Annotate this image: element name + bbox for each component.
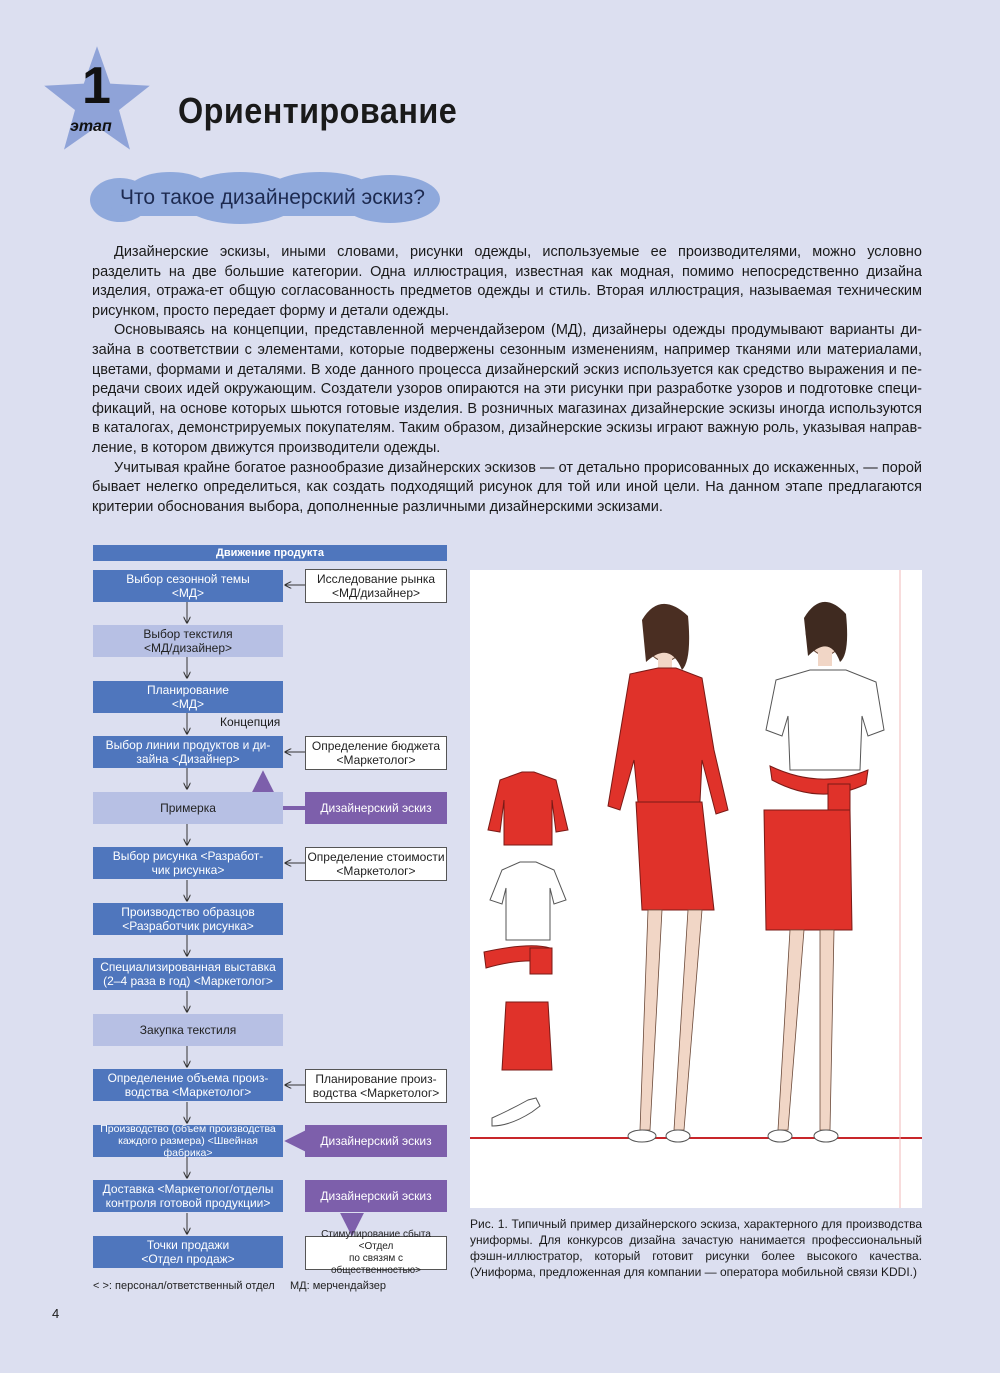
- concept-label: Концепция: [220, 715, 281, 729]
- flow-side-box: Исследование рынка <МД/дизайнер>: [305, 569, 447, 603]
- flow-side-box: Планирование произ- водства <Маркетолог>: [305, 1069, 447, 1103]
- stage-number: 1: [82, 57, 111, 115]
- design-sketch-box: Дизайнерский эскиз: [305, 1180, 447, 1212]
- uniform-illustration: [470, 570, 922, 1208]
- flow-step: Производство образцов <Разработчик рисунка>: [93, 903, 283, 935]
- design-sketch-box: Дизайнерский эскиз: [305, 792, 447, 824]
- flow-header: Движение продукта: [93, 545, 447, 561]
- paragraph: Учитывая крайне богатое разнообразие дизайнерских эскизов — от детально прорисованных до искаженных, — порой бывает нелегко определиться, как создать подходящий рисунок для той или иной цели. На данном этапе предлагаются критерии обоснования выбора, дополненные различными дизайнерскими эскизами.: [92, 459, 922, 515]
- flow-step: Специализированная выставка (2–4 раза в год) <Маркетолог>: [93, 958, 283, 990]
- flow-step: Выбор рисунка <Разработ- чик рисунка>: [93, 847, 283, 879]
- flow-legend: < >: персонал/ответственный отдел МД: мерчендайзер: [93, 1280, 387, 1292]
- flow-step: Закупка текстиля: [93, 1014, 283, 1046]
- page-number: 4: [52, 1306, 60, 1321]
- flow-step: Выбор текстиля <МД/дизайнер>: [93, 625, 283, 657]
- paragraph: Дизайнерские эскизы, иными словами, рисунки одежды, используемые ее производителями, можно условно разделить на две большие категории. Одна иллюстрация, известная как модная, помимо непосредственно дизайна изделия, отража-ет общую согласованность предметов одежды и стиль. Вторая иллюстрация, называемая техническим рисунком, просто передает форму и детали одежды.: [92, 244, 922, 319]
- flat-skirt-icon: [502, 1002, 552, 1070]
- flow-step: Точки продажи <Отдел продаж>: [93, 1236, 283, 1268]
- section-title: Что такое дизайнерский эскиз?: [120, 186, 425, 209]
- flow-step: Доставка <Маркетолог/отделы контроля готовой продукции>: [93, 1180, 283, 1212]
- body-text: [92, 243, 922, 517]
- flow-side-box: Определение стоимости <Маркетолог>: [305, 847, 447, 881]
- design-sketch-box: Дизайнерский эскиз: [305, 1125, 447, 1157]
- flow-step: Планирование <МД>: [93, 681, 283, 713]
- stage-label: этап: [70, 118, 112, 135]
- flow-step: Определение объема произ- водства <Маркетолог>: [93, 1069, 283, 1101]
- figure-caption: Рис. 1. Типичный пример дизайнерского эскиза, характерного для производства униформы. Для конкурсов дизайна зачастую нанимается профессиональный фэшн-иллюстратор, который готовит рисунки более высокого качества. (Униформа, предложенная для компании — оператора мобильной связи KDDI.): [470, 1217, 922, 1279]
- flow-step: Производство (объем производства каждого размера) <Швейная фабрика>: [93, 1125, 283, 1157]
- paragraph: Основываясь на концепции, представленной мерчендайзером (МД), дизайнеры одежды продумывают варианты ди-зайна в соответствии с элементами, которые подвержены сезонным изменениям, например тканями или материалами, цветами, формами и деталями. В ходе данного процесса дизайнерский эскиз используется как средство выражения и пе-редачи своих идей окружающим. Создатели узоров опираются на эти рисунки при разработке узоров и подготовке специ-фикаций, на основе которых шьются готовые изделия. В розничных магазинах дизайнерские эскизы иногда используются в каталогах, демонстрируемых покупателям. Таким образом, дизайнерские эскизы играют важную роль, указывая направ-ление, в котором движутся производители одежды.: [92, 322, 922, 456]
- flow-step: Примерка: [93, 792, 283, 824]
- page-title: Ориентирование: [178, 90, 458, 131]
- flow-step: Выбор линии продуктов и ди- зайна <Дизайнер>: [93, 736, 283, 768]
- flow-step: Выбор сезонной темы <МД>: [93, 570, 283, 602]
- flow-side-box: Стимулирование сбыта <Отдел по связям с общественностью>: [305, 1236, 447, 1270]
- flow-side-box: Определение бюджета <Маркетолог>: [305, 736, 447, 770]
